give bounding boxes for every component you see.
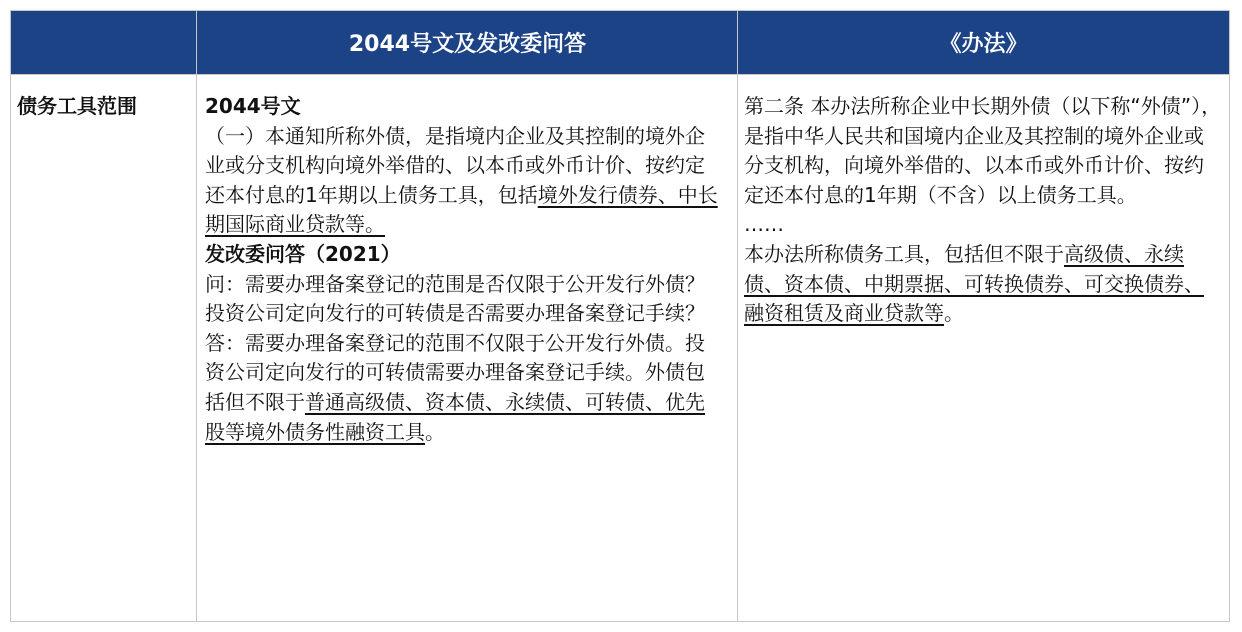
text-run: （一）本通知所称外债，是指境内企业及其控制的境外企业或分支机构向境外举借的、以本币或外币计价、按约定还本付息的1年期以上债务工具，包括 xyxy=(205,123,705,207)
text-run: 本办法所称债务工具，包括但不限于 xyxy=(744,241,1064,266)
underlined-text: 等。 xyxy=(345,212,385,237)
paragraph-answer xyxy=(205,329,723,447)
comparison-table xyxy=(10,10,1230,622)
row-label-debt-instrument-scope: 债务工具范围 xyxy=(17,94,137,118)
subheading-ndrc-qa: 发改委问答（2021） xyxy=(205,241,401,266)
underlined-text: 普通高级债、资本债、永续债、可转债、优先股等境外债务性融资工具 xyxy=(205,389,705,444)
paragraph-2044-clause xyxy=(205,122,723,240)
subheading-2044-document: 2044号文 xyxy=(205,94,301,118)
table-header-row xyxy=(11,11,1229,75)
paragraph-article-2: 第二条 本办法所称企业中长期外债（以下称“外债”），是指中华人民共和国境内企业及其控制的境外企业或分支机构，向境外举借的、以本币或外币计价、按约定还本付息的1年期（不含）以上债务工具。 xyxy=(744,94,1222,207)
header-cell-2044-and-ndrc-qa: 2044号文及发改委问答 xyxy=(348,32,587,57)
ellipsis: …… xyxy=(744,212,784,237)
text-run: 答：需要办理备案登记的范围不仅限于公开发行外债。投资公司定向发行的可转债需要办理备案登记手续。外债包括但不限于 xyxy=(205,330,705,414)
header-cell-empty xyxy=(11,11,197,74)
underlined-text: 境外发行债券、中长期国际商业贷款 xyxy=(205,182,718,237)
cell-measures xyxy=(738,75,1229,621)
cell-2044-and-ndrc-qa xyxy=(197,75,737,621)
paragraph-debt-instruments xyxy=(744,240,1223,329)
text-run: 。 xyxy=(425,419,445,444)
text-run: 。 xyxy=(944,301,964,326)
underlined-text: 高级债、永续债、资本债、中期票据、可转换债券、可交换债券、融资租赁及商业贷款等 xyxy=(744,241,1204,326)
header-cell-measures: 《办法》 xyxy=(939,32,1028,57)
paragraph-question: 问：需要办理备案登记的范围是否仅限于公开发行外债？投资公司定向发行的可转债是否需要办理备案登记手续？ xyxy=(205,271,705,326)
